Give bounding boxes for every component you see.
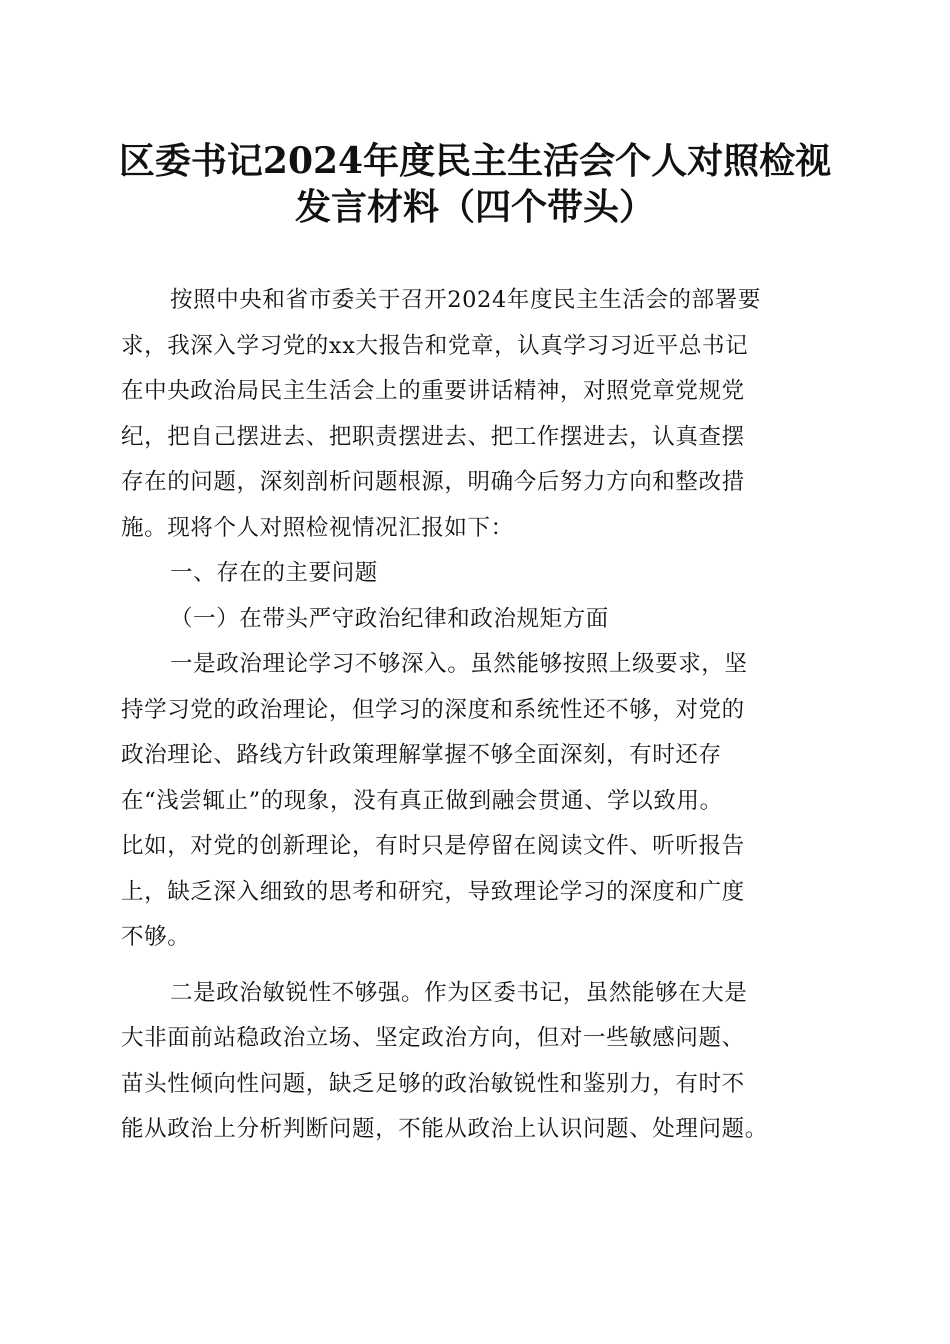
point1-line: 不够。 [121, 924, 191, 950]
point1-line: 持学习党的政治理论，但学习的深度和系统性还不够，对党的 [121, 696, 745, 723]
point1-line: 政治理论、路线方针政策理解掌握不够全面深刻，有时还存 [121, 742, 722, 768]
point1-line: 一是政治理论学习不够深入。虽然能够按照上级要求，坚 [170, 651, 748, 677]
intro-line: 在中央政治局民主生活会上的重要讲话精神，对照党章党规党 [121, 378, 745, 404]
point1-line: 在“浅尝辄止”的现象，没有真正做到融会贯通、学以致用。 [121, 787, 723, 814]
point1-line: 上，缺乏深入细致的思考和研究，导致理论学习的深度和广度 [121, 878, 745, 905]
point2-line: 能从政治上分析判断问题，不能从政治上认识问题、处理问题。 [121, 1116, 768, 1142]
intro-line: 求，我深入学习党的xx大报告和党章，认真学习习近平总书记 [121, 332, 749, 359]
document-title-line-1: 区委书记2024年度民主生活会个人对照检视 [118, 140, 832, 182]
point1-line: 比如，对党的创新理论，有时只是停留在阅读文件、听听报告 [121, 833, 745, 859]
paragraph-gap [121, 961, 826, 971]
intro-line: 存在的问题，深刻剖析问题根源，明确今后努力方向和整改措 [121, 469, 745, 495]
point2-line: 苗头性倾向性问题，缺乏足够的政治敏锐性和鉴别力，有时不 [121, 1070, 745, 1097]
document-title-line-2: 发言材料（四个带头） [294, 186, 655, 228]
subsection-heading: （一）在带头严守政治纪律和政治规矩方面 [170, 605, 609, 632]
document-body [121, 278, 826, 1153]
point2-line: 二是政治敏锐性不够强。作为区委书记，虽然能够在大是 [170, 979, 748, 1006]
intro-line: 按照中央和省市委关于召开2024年度民主生活会的部署要 [170, 287, 761, 313]
intro-line: 纪，把自己摆进去、把职责摆进去、把工作摆进去，认真查摆 [121, 423, 745, 450]
section-heading: 一、存在的主要问题 [170, 560, 378, 586]
point2-line: 大非面前站稳政治立场、坚定政治方向，但对一些敏感问题、 [121, 1025, 745, 1051]
intro-line: 施。现将个人对照检视情况汇报如下： [121, 514, 514, 541]
